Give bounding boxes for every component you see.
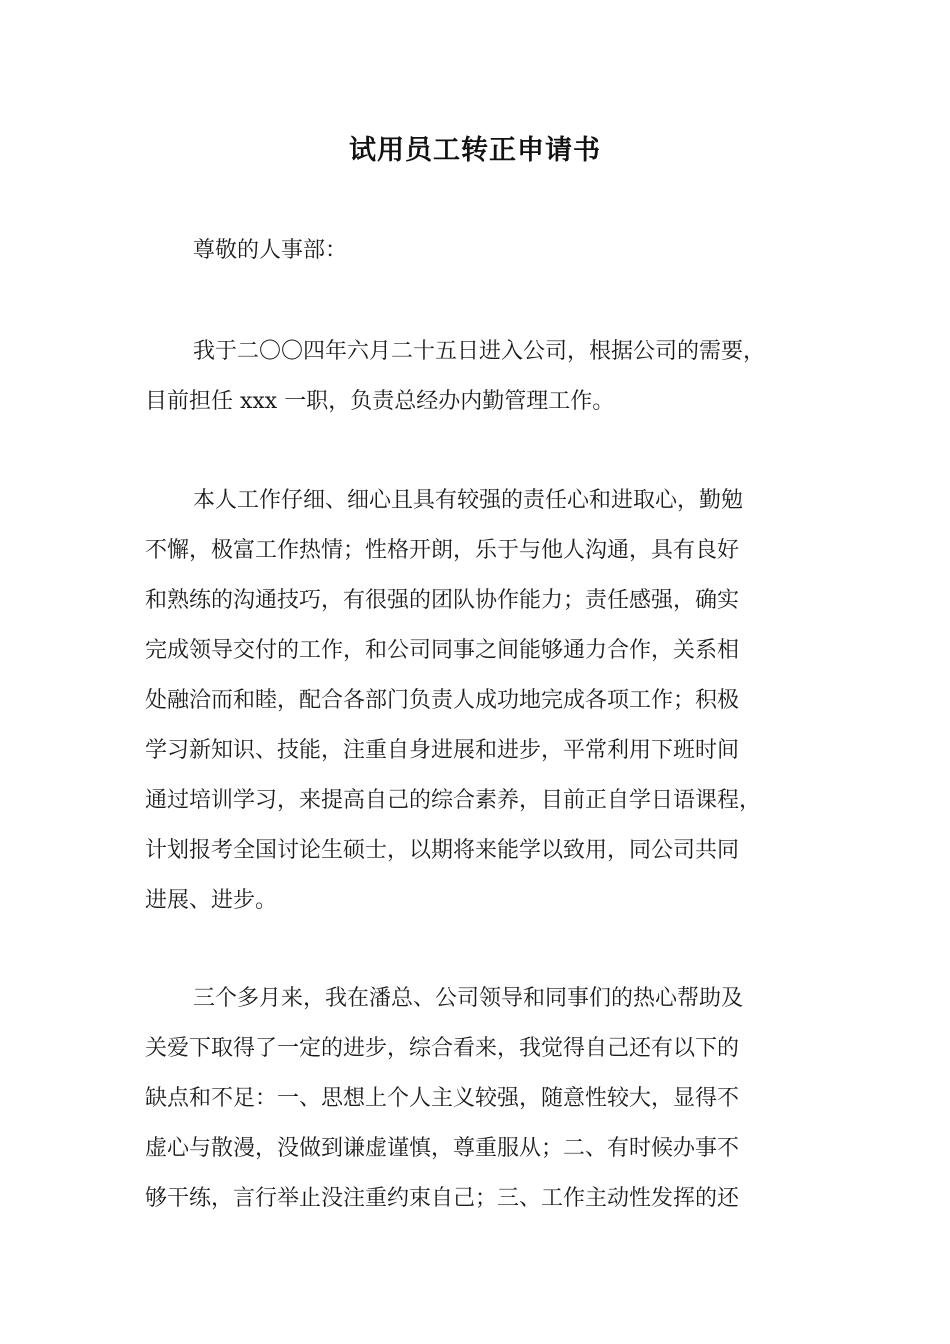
paragraph-line: 缺点和不足：一、思想上个人主义较强，随意性较大，显得不 [145,1086,740,1111]
paragraph-line: 我于二〇〇四年六月二十五日进入公司，根据公司的需要， [193,339,766,364]
paragraph-line: 三个多月来，我在潘总、公司领导和同事们的热心帮助及 [193,986,744,1011]
paragraph-line: 学习新知识、技能，注重自身进展和进步，平常利用下班时间 [145,738,740,763]
paragraph-3 [145,974,825,1224]
salutation: 尊敬的人事部： [193,238,348,263]
paragraph-line: 通过培训学习，来提高自己的综合素养，目前正自学日语课程， [145,788,762,813]
paragraph-line: 关爱下取得了一定的进步，综合看来，我觉得自己还有以下的 [145,1036,740,1061]
paragraph-line: 虚心与散漫，没做到谦虚谨慎，尊重服从；二、有时候办事不 [145,1136,740,1161]
paragraph-line: 处融洽而和睦，配合各部门负责人成功地完成各项工作；积极 [145,688,740,713]
paragraph-line: 计划报考全国讨论生硕士，以期将来能学以致用，同公司共同 [145,838,740,863]
paragraph-1 [145,327,825,427]
paragraph-line: 进展、进步。 [145,888,278,913]
paragraph-line: 和熟练的沟通技巧，有很强的团队协作能力；责任感强，确实 [145,588,740,613]
document-title: 试用员工转正申请书 [349,135,601,166]
paragraph-line: 不懈，极富工作热情；性格开朗，乐于与他人沟通，具有良好 [145,538,740,563]
paragraph-line: 够干练，言行举止没注重约束自己；三、工作主动性发挥的还 [145,1186,740,1211]
paragraph-2 [145,476,825,926]
paragraph-line: 完成领导交付的工作，和公司同事之间能够通力合作，关系相 [145,638,740,663]
paragraph-line: 本人工作仔细、细心且具有较强的责任心和进取心，勤勉 [193,488,744,513]
paragraph-line: 目前担任 xxx 一职，负责总经办内勤管理工作。 [145,389,615,414]
